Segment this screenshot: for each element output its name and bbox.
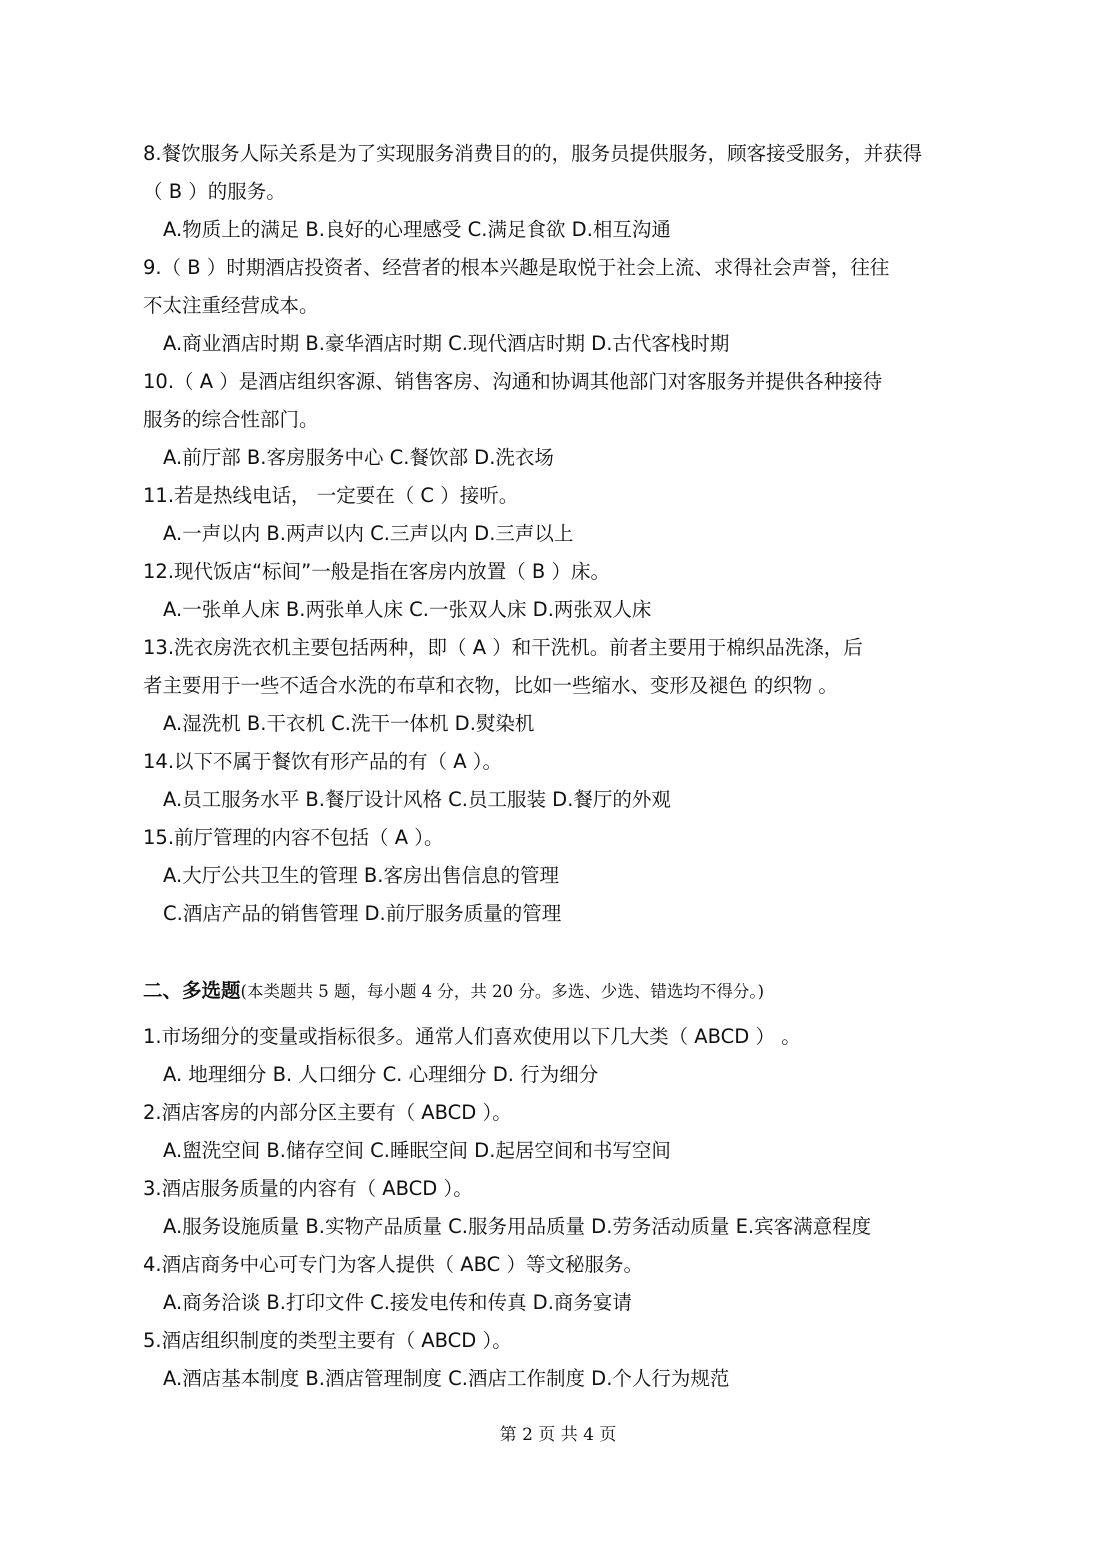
question-text: 8.餐饮服务人际关系是为了实现服务消费目的的，服务员提供服务，顾客接受服务，并获得	[143, 142, 923, 165]
question-text: 9.（ B ）时期酒店投资者、经营者的根本兴趣是取悦于社会上流、求得社会声誉，往往	[143, 256, 890, 279]
question-text: 不太注重经营成本。	[143, 294, 319, 317]
section-title: 二、多选题	[143, 979, 241, 1002]
question-text: 服务的综合性部门。	[143, 408, 319, 431]
question-text: 14.以下不属于餐饮有形产品的有（ A ）。	[143, 750, 502, 773]
answer-options: A. 地理细分 B. 人口细分 C. 心理细分 D. 行为细分	[163, 1063, 599, 1086]
answer-options: A.员工服务水平 B.餐厅设计风格 C.员工服装 D.餐厅的外观	[163, 788, 671, 811]
answer-options: A.酒店基本制度 B.酒店管理制度 C.酒店工作制度 D.个人行为规范	[163, 1367, 730, 1390]
question-text: 13.洗衣房洗衣机主要包括两种，即（ A ）和干洗机。前者主要用于棉织品洗涤，后	[143, 636, 863, 659]
answer-options: A.商务洽谈 B.打印文件 C.接发电传和传真 D.商务宴请	[163, 1291, 632, 1314]
answer-options: A.服务设施质量 B.实物产品质量 C.服务用品质量 D.劳务活动质量 E.宾客满意程度	[163, 1215, 872, 1238]
answer-options: A.前厅部 B.客房服务中心 C.餐饮部 D.洗衣场	[163, 446, 554, 469]
answer-options: A.一声以内 B.两声以内 C.三声以内 D.三声以上	[163, 522, 574, 545]
section-heading-multiple-choice	[143, 972, 993, 1010]
question-text: 5.酒店组织制度的类型主要有（ ABCD ）。	[143, 1329, 512, 1352]
question-text: 1.市场细分的变量或指标很多。通常人们喜欢使用以下几大类（ ABCD ） 。	[143, 1025, 801, 1048]
question-text: 11.若是热线电话， 一定要在（ C ）接听。	[143, 484, 519, 507]
answer-options: A.盥洗空间 B.储存空间 C.睡眠空间 D.起居空间和书写空间	[163, 1139, 671, 1162]
answer-options: A.大厅公共卫生的管理 B.客房出售信息的管理	[163, 864, 559, 887]
answer-options: C.酒店产品的销售管理 D.前厅服务质量的管理	[163, 902, 562, 925]
question-text: （ B ）的服务。	[143, 180, 286, 203]
page-footer: 第 2 页 共 4 页	[499, 1425, 617, 1445]
question-text: 者主要用于一些不适合水洗的布草和衣物，比如一些缩水、变形及褪色 的织物 。	[143, 674, 838, 697]
question-text: 4.酒店商务中心可专门为客人提供（ ABC ）等文秘服务。	[143, 1253, 643, 1276]
question-text: 10.（ A ）是酒店组织客源、销售客房、沟通和协调其他部门对客服务并提供各种接待	[143, 370, 883, 393]
question-text: 15.前厅管理的内容不包括（ A ）。	[143, 826, 444, 849]
answer-options: A.一张单人床 B.两张单人床 C.一张双人床 D.两张双人床	[163, 598, 652, 621]
section-note: (本类题共 5 题，每小题 4 分，共 20 分。多选、少选、错选均不得分。)	[240, 982, 765, 1001]
answer-options: A.商业酒店时期 B.豪华酒店时期 C.现代酒店时期 D.古代客栈时期	[163, 332, 730, 355]
question-text: 12.现代饭店“标间”一般是指在客房内放置（ B ）床。	[143, 560, 610, 583]
answer-options: A.湿洗机 B.干衣机 C.洗干一体机 D.熨染机	[163, 712, 535, 735]
question-text: 2.酒店客房的内部分区主要有（ ABCD ）。	[143, 1101, 512, 1124]
answer-options: A.物质上的满足 B.良好的心理感受 C.满足食欲 D.相互沟通	[163, 218, 671, 241]
question-text: 3.酒店服务质量的内容有（ ABCD ）。	[143, 1177, 473, 1200]
